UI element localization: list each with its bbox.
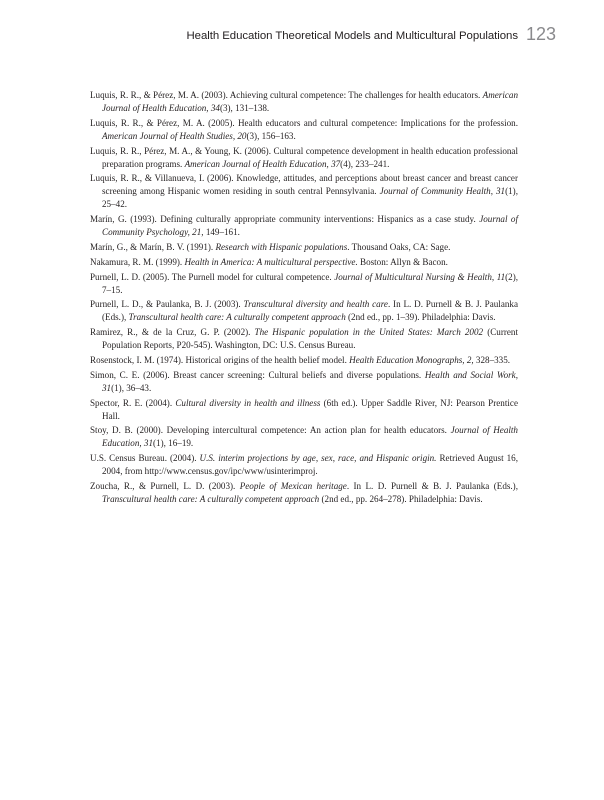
reference-entry xyxy=(90,326,518,352)
reference-entry xyxy=(90,397,518,423)
reference-entry xyxy=(90,271,518,297)
reference-list xyxy=(90,89,518,508)
ref-text: (2nd ed., pp. 1–39). Philadelphia: Davis. xyxy=(345,312,496,323)
running-head xyxy=(186,24,557,44)
ref-text: (1), 36–43. xyxy=(111,382,152,393)
ref-text: (3), 131–138. xyxy=(219,103,270,113)
ref-text: (6th ed.). Upper Saddle River, NJ: Pearson Prentice Hall. xyxy=(102,397,518,421)
ref-text: 149–161. xyxy=(203,227,240,238)
ref-source: Journal of Community Health, 31 xyxy=(379,186,506,197)
reference-entry xyxy=(90,117,518,143)
ref-text: Marín, G. (1993). Defining culturally appropriate community interventions: Hispanics as a case study. xyxy=(90,214,480,225)
ref-text: (1), 25–42. xyxy=(102,186,518,210)
ref-source: Journal of Health Education, 31 xyxy=(102,425,518,449)
ref-text: Ramirez, R., & de la Cruz, G. P. (2002). xyxy=(90,327,255,338)
ref-text: (Current Population Reports, P20-545). Washington, DC: U.S. Census Bureau. xyxy=(102,327,518,351)
ref-text: U.S. Census Bureau. (2004). xyxy=(90,453,200,464)
ref-source: Health and Social Work, 31 xyxy=(102,369,518,393)
reference-entry xyxy=(90,89,518,115)
ref-source: Research with Hispanic populations xyxy=(215,241,348,252)
ref-text: Luquis, R. R., & Villanueva, I. (2006). Knowledge, attitudes, and perceptions about breast cancer and breast cancer screening among Hispanic women residing in south central Pennsylvania. xyxy=(90,173,518,197)
ref-source: Health in America: A multicultural perspective. xyxy=(184,256,358,267)
ref-source: The Hispanic population in the United States: March 2002 xyxy=(254,327,484,338)
ref-text: Simon, C. E. (2006). Breast cancer screening: Cultural beliefs and diverse populations. xyxy=(90,369,425,380)
ref-source: Journal of Multicultural Nursing & Health, 11 xyxy=(334,271,506,282)
ref-text: Purnell, L. D., & Paulanka, B. J. (2003). xyxy=(90,299,244,310)
ref-text: Zoucha, R., & Purnell, L. D. (2003). xyxy=(90,480,240,491)
ref-text: Rosenstock, I. M. (1974). Historical origins of the health belief model. xyxy=(90,354,350,365)
ref-text: Luquis, R. R., Pérez, M. A., & Young, K. (2006). Cultural competence development in health education professional preparation programs. xyxy=(90,145,518,169)
ref-text: Luquis, R. R., & Pérez, M. A. (2003). Achieving cultural competence: The challenges for health educators. xyxy=(90,90,483,100)
ref-text: Boston: Allyn & Bacon. xyxy=(357,256,448,267)
ref-text: Luquis, R. R., & Pérez, M. A. (2005). Health educators and cultural competence: Implications for the profession. xyxy=(90,117,518,128)
ref-source: American Journal of Health Education, 37 xyxy=(184,158,341,169)
ref-source: Transcultural diversity and health care xyxy=(243,299,388,310)
ref-text: Spector, R. E. (2004). xyxy=(90,397,176,408)
ref-text: (3), 156–163. xyxy=(246,130,296,141)
ref-text: Purnell, L. D. (2005). The Purnell model for cultural competence. xyxy=(90,271,335,282)
reference-entry xyxy=(90,354,518,367)
ref-source: Journal of Community Psychology, 21, xyxy=(102,214,518,238)
ref-source: People of Mexican heritage xyxy=(239,480,347,491)
reference-entry xyxy=(90,172,518,211)
ref-text: 328–335. xyxy=(473,354,511,365)
reference-entry xyxy=(90,298,518,324)
reference-entry xyxy=(90,452,518,478)
reference-entry xyxy=(90,241,518,254)
ref-text: Nakamura, R. M. (1999). xyxy=(90,256,185,267)
reference-entry xyxy=(90,256,518,269)
ref-source: Health Education Monographs, 2, xyxy=(349,354,474,365)
reference-entry xyxy=(90,424,518,450)
ref-source: Transcultural health care: A culturally competent approach xyxy=(102,493,320,504)
ref-text: (1), 16–19. xyxy=(153,438,194,449)
ref-text: (2nd ed., pp. 264–278). Philadelphia: Davis. xyxy=(319,493,483,504)
ref-source: American Journal of Health Studies, 20 xyxy=(102,130,247,141)
ref-source: U.S. interim projections by age, sex, race, and Hispanic origin. xyxy=(199,453,437,464)
ref-text: Marín, G., & Marín, B. V. (1991). xyxy=(90,241,216,252)
ref-text: . In L. D. Purnell & B. J. Paulanka (Eds.), xyxy=(102,299,518,323)
ref-text: (2), 7–15. xyxy=(102,271,519,295)
ref-text: (4), 233–241. xyxy=(340,158,390,169)
page-number: 123 xyxy=(526,24,557,44)
running-head-title: Health Education Theoretical Models and Multicultural Populations xyxy=(186,30,518,42)
reference-entry xyxy=(90,145,518,171)
reference-entry xyxy=(90,213,518,239)
ref-source: American Journal of Health Education, 34 xyxy=(102,90,518,113)
ref-source: Transcultural health care: A culturally competent approach xyxy=(128,312,346,323)
ref-text: Retrieved August 16, 2004, from http://www.census.gov/ipc/www/usinterimproj. xyxy=(102,453,518,477)
ref-text: Stoy, D. B. (2000). Developing intercultural competence: An action plan for health educators. xyxy=(90,425,451,436)
ref-source: Cultural diversity in health and illness xyxy=(175,397,321,408)
ref-text: . In L. D. Purnell & B. J. Paulanka (Eds.), xyxy=(346,480,518,491)
reference-entry xyxy=(90,480,518,506)
reference-entry xyxy=(90,369,518,395)
ref-text: . Thousand Oaks, CA: Sage. xyxy=(347,241,451,252)
